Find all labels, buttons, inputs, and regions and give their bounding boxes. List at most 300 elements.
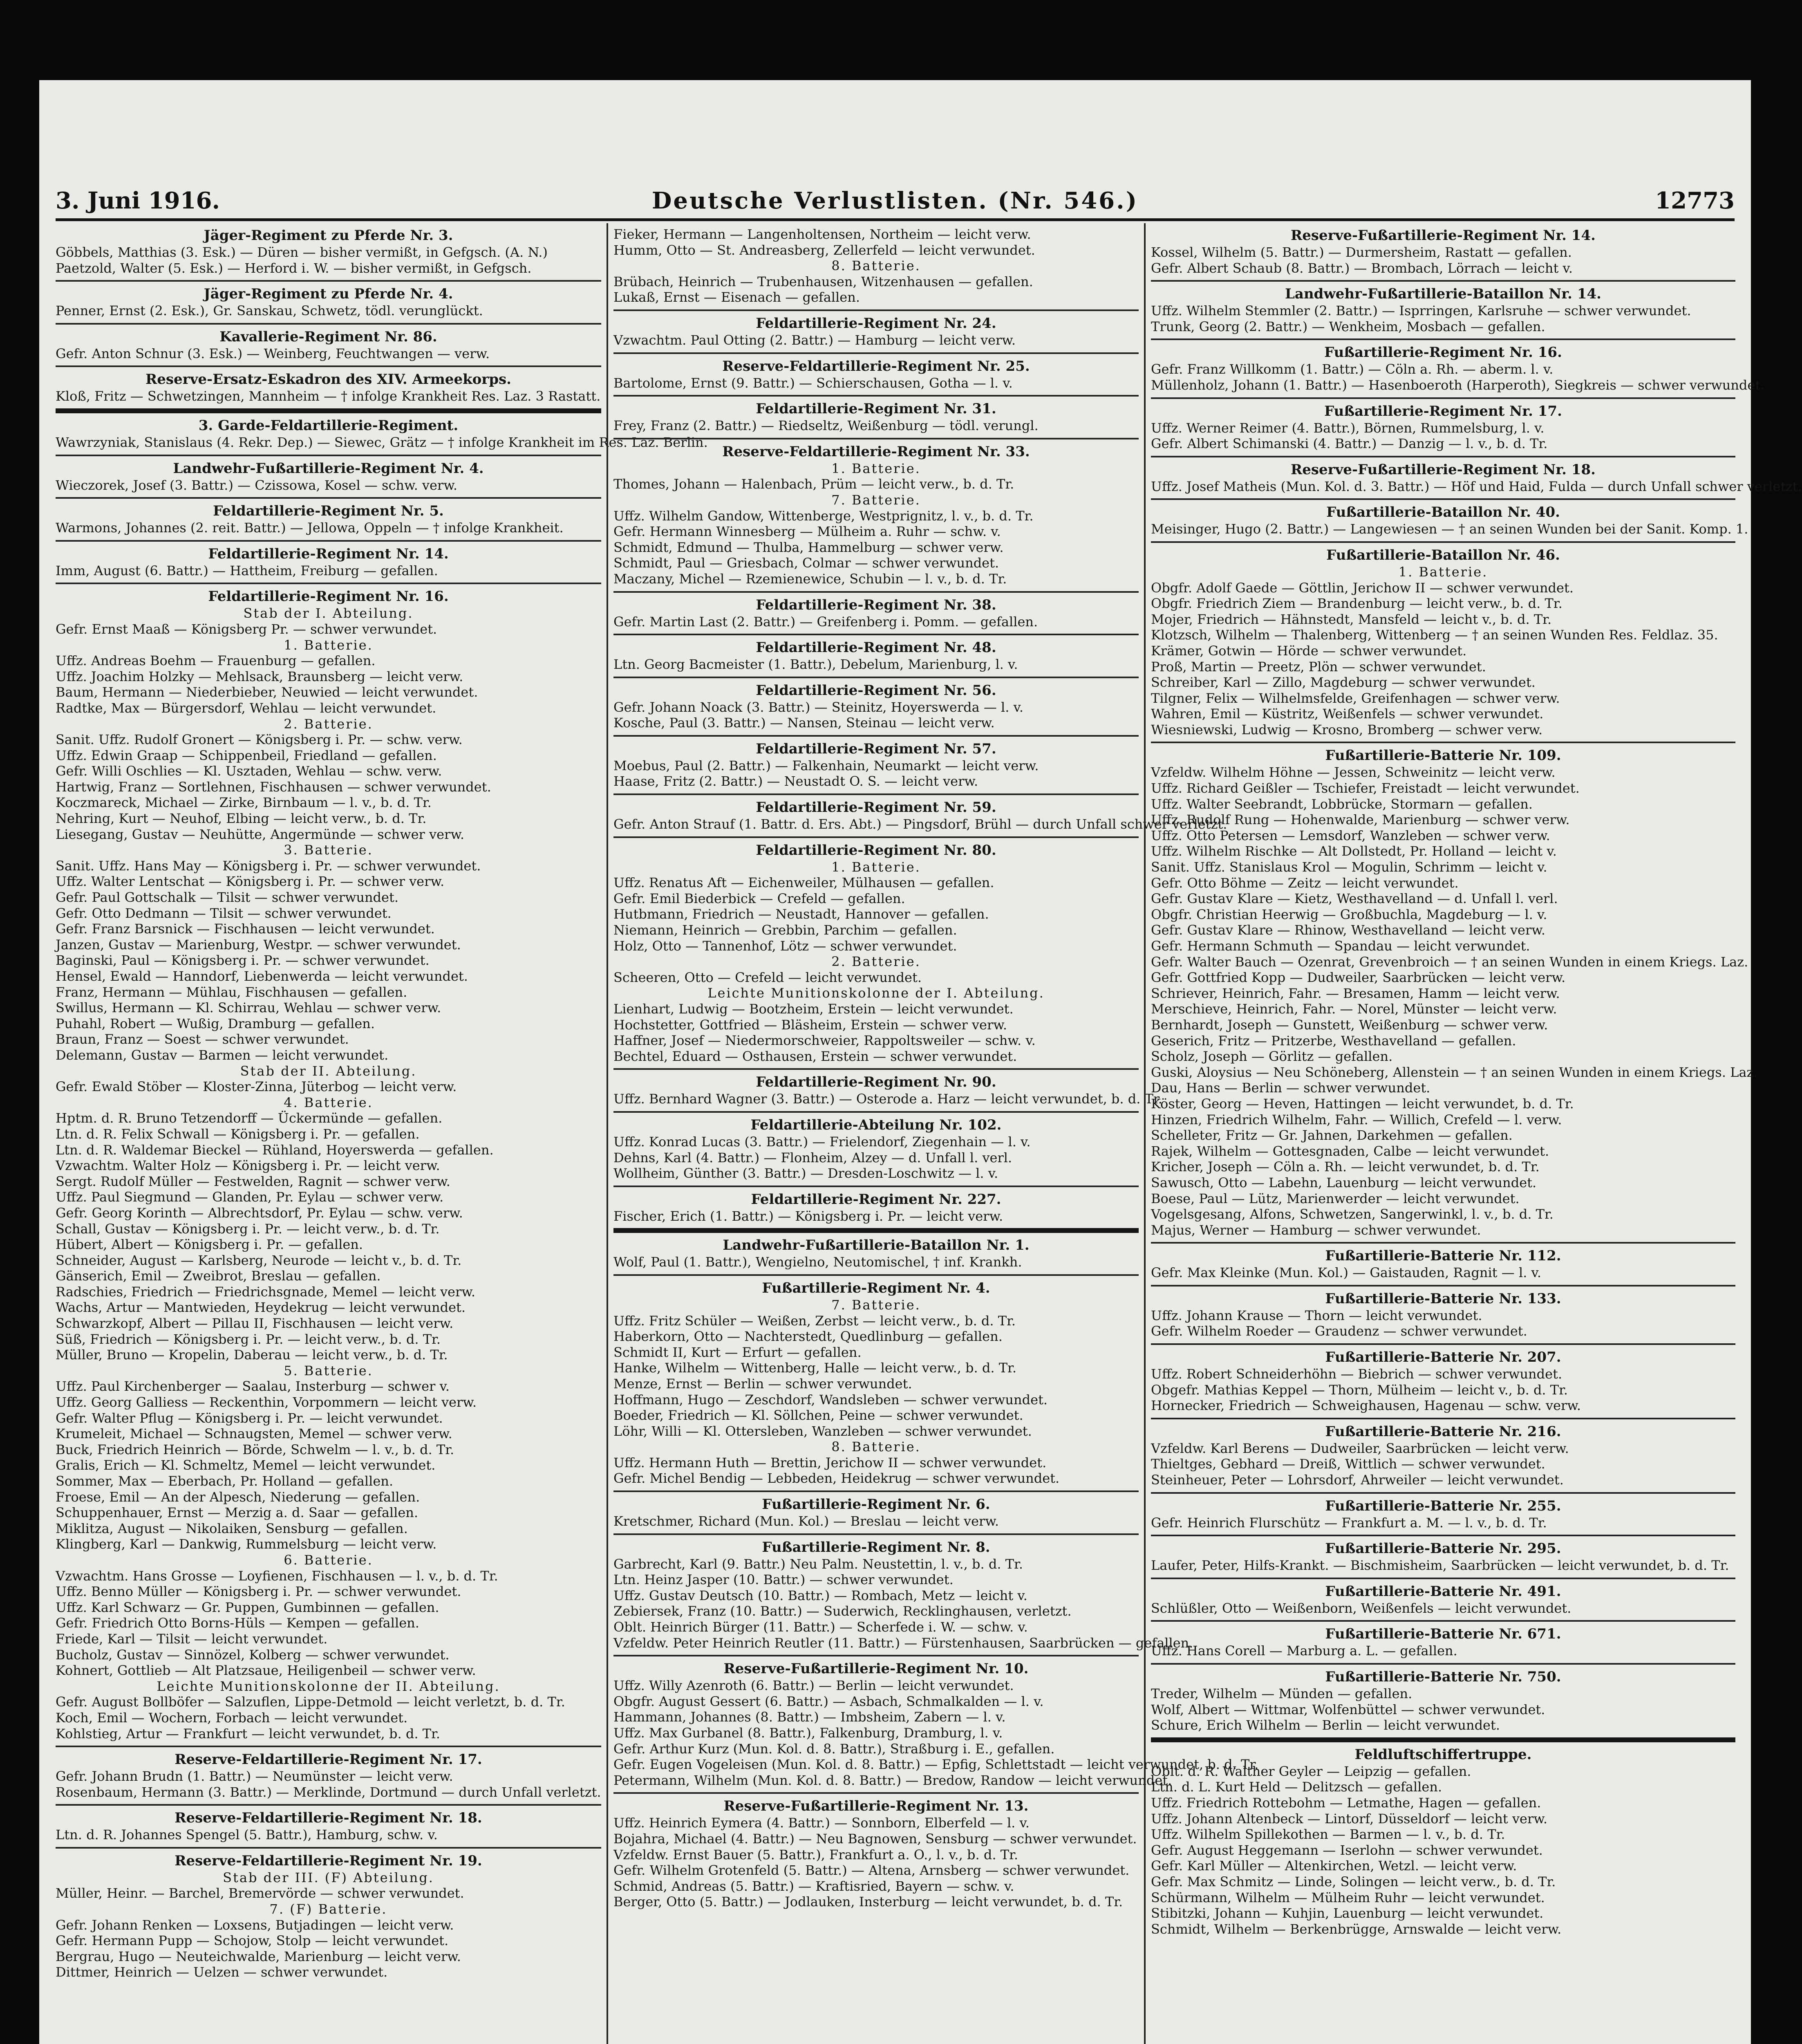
column-1: [56, 223, 708, 2044]
casualty-entry: Brübach, Heinrich — Trubenhausen, Witzenhausen — gefallen.: [613, 273, 1033, 289]
casualty-entry: Gefr. Max Kleinke (Mun. Kol.) — Gaistauden, Ragnit — l. v.: [1151, 1265, 1541, 1281]
casualty-entry: Proß, Martin — Preetz, Plön — schwer verwundet.: [1151, 659, 1486, 675]
casualty-section: [613, 1111, 1139, 1186]
casualty-entry: Gefr. Walter Bauch — Ozenrat, Grevenbroich — † an seinen Wunden in einem Kriegs. Laz.: [1151, 954, 1748, 970]
casualty-entry: Miklitza, August — Nikolaiken, Sensburg — gefallen.: [56, 1520, 408, 1536]
casualty-entry: Gefr. August Heggemann — Iserlohn — schwer verwundet.: [1151, 1842, 1543, 1858]
casualty-entry: Oblt. d. R. Walther Geyler — Leipzig — gefallen.: [1151, 1763, 1471, 1779]
regiment-heading: Reserve-Feldartillerie-Regiment Nr. 25.: [722, 358, 1030, 374]
regiment-heading: Fußartillerie-Regiment Nr. 16.: [1324, 344, 1562, 361]
casualty-entry: Löhr, Willi — Kl. Ottersleben, Wanzleben — schwer verwundet.: [613, 1423, 1032, 1439]
casualty-section: [1151, 223, 1735, 280]
casualty-entry: Haase, Fritz (2. Battr.) — Neustadt O. S. — leicht verw.: [613, 773, 978, 789]
unit-subheading: 1. Batterie.: [831, 859, 921, 875]
unit-subheading: Leichte Munitionskolonne der II. Abteilung.: [157, 1678, 500, 1694]
casualty-entry: Uffz. Johann Krause — Thorn — leicht verwundet.: [1151, 1307, 1482, 1323]
regiment-heading: Feldartillerie-Regiment Nr. 5.: [213, 503, 444, 520]
casualty-entry: Schmidt, Paul — Griesbach, Colmar — schwer verwundet.: [613, 555, 999, 571]
casualty-section: [613, 1068, 1162, 1111]
casualty-entry: Schall, Gustav — Königsberg i. Pr. — leicht verw., b. d. Tr.: [56, 1221, 440, 1237]
regiment-heading: Feldartillerie-Regiment Nr. 31.: [756, 401, 996, 417]
casualty-section: [613, 395, 1139, 438]
unit-subheading: 8. Batterie.: [831, 1439, 921, 1455]
casualty-entry: Müllenholz, Johann (1. Battr.) — Hasenboeroth (Harperoth), Siegkreis — schwer verwundet.: [1151, 377, 1765, 393]
regiment-heading: Reserve-Fußartillerie-Regiment Nr. 10.: [723, 1661, 1029, 1677]
regiment-heading: Reserve-Fußartillerie-Regiment Nr. 18.: [1291, 461, 1596, 478]
casualty-entry: Hammann, Johannes (8. Battr.) — Imbsheim, Zabern — l. v.: [613, 1709, 1006, 1725]
casualty-entry: Vzfeldw. Wilhelm Höhne — Jessen, Schweinitz — leicht verw.: [1151, 764, 1556, 780]
regiment-heading: Feldartillerie-Regiment Nr. 56.: [756, 682, 996, 699]
column-2: [613, 223, 1259, 2044]
newspaper-page: [39, 80, 1802, 2044]
casualty-entry: Uffz. Heinrich Eymera (4. Battr.) — Sonnborn, Elberfeld — l. v.: [613, 1815, 1030, 1831]
regiment-heading: Fußartillerie-Batterie Nr. 109.: [1325, 747, 1561, 764]
casualty-entry: Klingberg, Karl — Dankwig, Rummelsburg — leicht verw.: [56, 1536, 437, 1552]
casualty-entry: Hanke, Wilhelm — Wittenberg, Halle — leicht verw., b. d. Tr.: [613, 1360, 1016, 1376]
unit-subheading: 2. Batterie.: [831, 954, 921, 970]
casualty-entry: Oblt. Heinrich Bürger (11. Battr.) — Scherfede i. W. — schw. v.: [613, 1619, 1028, 1635]
casualty-entry: Kossel, Wilhelm (5. Battr.) — Durmersheim, Rastatt — gefallen.: [1151, 244, 1572, 260]
casualty-entry: Bechtel, Eduard — Osthausen, Erstein — schwer verwundet.: [613, 1048, 1017, 1064]
casualty-entry: Gänserich, Emil — Zweibrot, Breslau — gefallen.: [56, 1268, 381, 1284]
regiment-heading: Feldartillerie-Regiment Nr. 38.: [756, 596, 996, 613]
casualty-entry: Hptm. d. R. Bruno Tetzendorff — Ückermünde — gefallen.: [56, 1110, 443, 1126]
regiment-heading: Reserve-Feldartillerie-Regiment Nr. 33.: [722, 443, 1030, 460]
unit-subheading: 2. Batterie.: [284, 716, 373, 732]
regiment-heading: Feldluftschiffertruppe.: [1354, 1746, 1532, 1763]
casualty-entry: Stibitzki, Johann — Kuhjin, Lauenburg — leicht verwundet.: [1151, 1905, 1544, 1921]
casualty-entry: Schwarzkopf, Albert — Pillau II, Fischhausen — leicht verw.: [56, 1316, 454, 1331]
casualty-section: [1151, 1663, 1735, 1737]
casualty-entry: Uffz. Karl Schwarz — Gr. Puppen, Gumbinnen — gefallen.: [56, 1599, 439, 1615]
casualty-entry: Obgefr. Mathias Keppel — Thorn, Mülheim — leicht v., b. d. Tr.: [1151, 1382, 1568, 1398]
casualty-section: [1151, 541, 1735, 742]
unit-subheading: 8. Batterie.: [831, 258, 921, 274]
casualty-entry: Wieczorek, Josef (3. Battr.) — Czissowa, Kosel — schw. verw.: [56, 477, 457, 493]
casualty-entry: Gefr. Walter Pflug — Königsberg i. Pr. — leicht verwundet.: [56, 1410, 443, 1426]
casualty-entry: Schelleter, Fritz — Gr. Jahnen, Darkehmen — gefallen.: [1151, 1127, 1513, 1143]
casualty-entry: Vzwachtm. Hans Grosse — Loyfienen, Fischhausen — l. v., b. d. Tr.: [56, 1568, 498, 1584]
casualty-entry: Hochstetter, Gottfried — Bläsheim, Erstein — schwer verw.: [613, 1017, 1007, 1033]
unit-subheading: Stab der I. Abteilung.: [243, 605, 414, 621]
casualty-entry: Kohlstieg, Artur — Frankfurt — leicht verwundet, b. d. Tr.: [56, 1726, 440, 1741]
casualty-entry: Menze, Ernst — Berlin — schwer verwundet.: [613, 1376, 912, 1392]
casualty-entry: Froese, Emil — An der Alpesch, Niederung — gefallen.: [56, 1489, 420, 1505]
casualty-entry: Franz, Hermann — Mühlau, Fischhausen — gefallen.: [56, 984, 407, 1000]
casualty-section: [613, 1655, 1259, 1792]
casualty-entry: Gefr. Georg Korinth — Albrechtsdorf, Pr. Eylau — schw. verw.: [56, 1205, 463, 1221]
casualty-entry: Moebus, Paul (2. Battr.) — Falkenhain, Neumarkt — leicht verw.: [613, 758, 1039, 773]
casualty-entry: Uffz. Walter Lentschat — Königsberg i. Pr. — schwer verw.: [56, 874, 445, 890]
casualty-entry: Uffz. Wilhelm Rischke — Alt Dollstedt, Pr. Holland — leicht v.: [1151, 843, 1557, 859]
casualty-entry: Schmidt, Wilhelm — Berkenbrügge, Arnswalde — leicht verw.: [1151, 1921, 1562, 1937]
casualty-entry: Gefr. Max Schmitz — Linde, Solingen — leicht verw., b. d. Tr.: [1151, 1874, 1556, 1889]
casualty-section: [613, 223, 1139, 309]
casualty-entry: Uffz. Edwin Graap — Schippenbeil, Friedland — gefallen.: [56, 747, 437, 763]
regiment-heading: Feldartillerie-Regiment Nr. 227.: [751, 1191, 1001, 1208]
casualty-entry: Holz, Otto — Tannenhof, Lötz — schwer verwundet.: [613, 938, 957, 954]
casualty-entry: Uffz. Otto Petersen — Lemsdorf, Wanzleben — schwer verw.: [1151, 827, 1550, 843]
casualty-entry: Hinzen, Friedrich Wilhelm, Fahr. — Willich, Crefeld — l. verw.: [1151, 1112, 1562, 1127]
casualty-entry: Uffz. Benno Müller — Königsberg i. Pr. — schwer verwundet.: [56, 1584, 461, 1600]
casualty-entry: Gefr. Ewald Stöber — Kloster-Zinna, Jüterbog — leicht verw.: [56, 1079, 457, 1095]
casualty-section: [1151, 1343, 1735, 1418]
regiment-heading: Reserve-Ersatz-Eskadron des XIV. Armeekorps.: [146, 371, 511, 388]
casualty-entry: Berger, Otto (5. Battr.) — Jodlauken, Insterburg — leicht verwundet, b. d. Tr.: [613, 1894, 1123, 1910]
casualty-entry: Fischer, Erich (1. Battr.) — Königsberg i. Pr. — leicht verw.: [613, 1208, 1003, 1224]
casualty-entry: Niemann, Heinrich — Grebbin, Parchim — gefallen.: [613, 922, 957, 938]
casualty-entry: Obgfr. Friedrich Ziem — Brandenburg — leicht verw., b. d. Tr.: [1151, 596, 1562, 612]
casualty-section: [56, 583, 601, 1746]
casualty-entry: Krumeleit, Michael — Schnaugsten, Memel — schwer verw.: [56, 1426, 452, 1442]
casualty-entry: Vzfeldw. Peter Heinrich Reutler (11. Battr.) — Fürstenhausen, Saarbrücken — gefallen.: [613, 1635, 1193, 1651]
casualty-section: [613, 1792, 1139, 1914]
casualty-entry: Dehns, Karl (4. Battr.) — Flonheim, Alzey — d. Unfall l. verl.: [613, 1150, 1012, 1165]
casualty-entry: Sawusch, Otto — Labehn, Lauenburg — leicht verwundet.: [1151, 1174, 1537, 1190]
casualty-entry: Sergt. Rudolf Müller — Festwelden, Ragnit — schwer verw.: [56, 1173, 450, 1189]
casualty-entry: Hensel, Ewald — Hanndorf, Liebenwerda — leicht verwundet.: [56, 968, 468, 984]
casualty-entry: Schreiber, Karl — Zillo, Magdeburg — schwer verwundet.: [1151, 675, 1536, 690]
casualty-entry: Rajek, Wilhelm — Gottesgnaden, Calbe — leicht verwundet.: [1151, 1143, 1549, 1159]
regiment-heading: Jäger-Regiment zu Pferde Nr. 3.: [204, 227, 453, 244]
regiment-heading: Feldartillerie-Regiment Nr. 14.: [208, 545, 449, 562]
unit-subheading: Stab der II. Abteilung.: [240, 1063, 417, 1079]
casualty-section: [613, 352, 1139, 395]
casualty-entry: Haffner, Josef — Niedermorschweier, Rappoltsweiler — schw. v.: [613, 1033, 1036, 1049]
casualty-entry: Scheeren, Otto — Crefeld — leicht verwundet.: [613, 969, 922, 985]
casualty-entry: Gefr. Ernst Maaß — Königsberg Pr. — schwer verwundet.: [56, 621, 437, 637]
masthead: [56, 186, 1735, 215]
casualty-entry: Kretschmer, Richard (Mun. Kol.) — Breslau — leicht verw.: [613, 1513, 999, 1529]
casualty-entry: Gefr. Karl Müller — Altenkirchen, Wetzl. — leicht verw.: [1151, 1858, 1517, 1874]
regiment-heading: Feldartillerie-Regiment Nr. 57.: [756, 740, 996, 757]
regiment-heading: Reserve-Feldartillerie-Regiment Nr. 17.: [175, 1751, 482, 1768]
casualty-entry: Gefr. Hermann Winnesberg — Mülheim a. Ruhr — schw. v.: [613, 524, 1001, 540]
regiment-heading: Feldartillerie-Regiment Nr. 90.: [756, 1074, 996, 1091]
casualty-section: [613, 1186, 1139, 1228]
casualty-entry: Majus, Werner — Hamburg — schwer verwundet.: [1151, 1222, 1481, 1238]
casualty-section: [1151, 1492, 1735, 1535]
casualty-entry: Uffz. Rudolf Rung — Hohenwalde, Marienburg — schwer verw.: [1151, 812, 1570, 828]
casualty-entry: Vzwachtm. Paul Otting (2. Battr.) — Hamburg — leicht verw.: [613, 332, 1016, 348]
casualty-entry: Scholz, Joseph — Görlitz — gefallen.: [1151, 1049, 1393, 1065]
casualty-entry: Boese, Paul — Lütz, Marienwerder — leicht verwundet.: [1151, 1190, 1520, 1206]
casualty-entry: Hoffmann, Hugo — Zeschdorf, Wandsleben — schwer verwundet.: [613, 1392, 1048, 1407]
casualty-entry: Gefr. Hermann Schmuth — Spandau — leicht verwundet.: [1151, 938, 1530, 954]
casualty-entry: Gefr. Johann Brudn (1. Battr.) — Neumünster — leicht verw.: [56, 1768, 453, 1784]
casualty-entry: Göbbels, Matthias (3. Esk.) — Düren — bisher vermißt, in Gefgsch. (A. N.): [56, 244, 548, 260]
casualty-entry: Rosenbaum, Hermann (3. Battr.) — Merklinde, Dortmund — durch Unfall verletzt.: [56, 1784, 601, 1800]
casualty-entry: Guski, Aloysius — Neu Schöneberg, Allenstein — † an seinen Wunden in einem Kriegs. Laz.: [1151, 1064, 1758, 1080]
casualty-entry: Schriever, Heinrich, Fahr. — Bresamen, Hamm — leicht verw.: [1151, 985, 1560, 1001]
casualty-section: [613, 634, 1139, 677]
casualty-entry: Uffz. Andreas Boehm — Frauenburg — gefallen.: [56, 653, 376, 669]
casualty-entry: Wolf, Albert — Wittmar, Wolfenbüttel — schwer verwundet.: [1151, 1701, 1545, 1717]
casualty-section: [613, 1274, 1139, 1490]
unit-subheading: 1. Batterie.: [1398, 564, 1488, 580]
casualty-entry: Uffz. Josef Matheis (Mun. Kol. d. 3. Battr.) — Höf und Haid, Fulda — durch Unfall schwer verletzt.: [1151, 478, 1802, 494]
casualty-entry: Gefr. Anton Strauf (1. Battr. d. Ers. Abt.) — Pingsdorf, Brühl — durch Unfall schwer verletzt.: [613, 816, 1227, 832]
casualty-entry: Gefr. Albert Schimanski (4. Battr.) — Danzig — l. v., b. d. Tr.: [1151, 436, 1548, 452]
casualty-section: [613, 735, 1139, 793]
casualty-entry: Hutbmann, Friedrich — Neustadt, Hannover — gefallen.: [613, 906, 989, 922]
casualty-section: [56, 540, 601, 583]
casualty-entry: Radtke, Max — Bürgersdorf, Wehlau — leicht verwundet.: [56, 700, 437, 716]
unit-subheading: 6. Batterie.: [284, 1552, 373, 1568]
casualty-entry: Braun, Franz — Soest — schwer verwundet.: [56, 1031, 349, 1047]
casualty-entry: Kohnert, Gottlieb — Alt Platzsaue, Heiligenbeil — schwer verw.: [56, 1663, 476, 1679]
unit-subheading: 1. Batterie.: [284, 637, 373, 653]
casualty-entry: Uffz. Georg Galliess — Reckenthin, Vorpommern — leicht verw.: [56, 1394, 477, 1410]
casualty-entry: Krämer, Gotwin — Hörde — schwer verwundet.: [1151, 643, 1467, 659]
casualty-entry: Uffz. Fritz Schüler — Weißen, Zerbst — leicht verw., b. d. Tr.: [613, 1313, 1016, 1329]
casualty-entry: Thieltges, Gebhard — Dreiß, Wittlich — schwer verwundet.: [1151, 1456, 1545, 1472]
casualty-entry: Gefr. Friedrich Otto Borns-Hüls — Kempen — gefallen.: [56, 1615, 419, 1631]
casualty-entry: Liesegang, Gustav — Neuhütte, Angermünde — schwer verw.: [56, 826, 465, 842]
casualty-section: [1151, 1285, 1735, 1343]
casualty-entry: Uffz. Willy Azenroth (6. Battr.) — Berlin — leicht verwundet.: [613, 1678, 1014, 1694]
casualty-entry: Gefr. Gustav Klare — Kietz, Westhavelland — d. Unfall l. verl.: [1151, 891, 1558, 907]
casualty-entry: Lienhart, Ludwig — Bootzheim, Erstein — leicht verwundet.: [613, 1001, 1014, 1017]
casualty-entry: Uffz. Werner Reimer (4. Battr.), Börnen, Rummelsburg, l. v.: [1151, 420, 1545, 436]
casualty-entry: Uffz. Friedrich Rottebohm — Letmathe, Hagen — gefallen.: [1151, 1795, 1541, 1811]
casualty-section: [1151, 1242, 1735, 1285]
casualty-section: [613, 677, 1139, 735]
casualty-entry: Gefr. Heinrich Flurschütz — Frankfurt a. M. — l. v., b. d. Tr.: [1151, 1515, 1547, 1531]
casualty-entry: Gefr. Otto Böhme — Zeitz — leicht verwundet.: [1151, 875, 1459, 891]
casualty-entry: Sanit. Uffz. Hans May — Königsberg i. Pr. — schwer verwundet.: [56, 858, 481, 874]
casualty-section: [1151, 338, 1765, 397]
regiment-heading: Fußartillerie-Batterie Nr. 491.: [1325, 1583, 1561, 1600]
casualty-entry: Gefr. Willi Oschlies — Kl. Usztaden, Wehlau — schw. verw.: [56, 763, 442, 779]
casualty-entry: Schmidt, Edmund — Thulba, Hammelburg — schwer verw.: [613, 539, 1004, 555]
casualty-section: [56, 408, 708, 455]
casualty-entry: Uffz. Walter Seebrandt, Lobbrücke, Stormarn — gefallen.: [1151, 796, 1533, 812]
casualty-entry: Uffz. Konrad Lucas (3. Battr.) — Frielendorf, Ziegenhain — l. v.: [613, 1134, 1031, 1150]
casualty-entry: Zebiersek, Franz (10. Battr.) — Suderwich, Recklinghausen, verletzt.: [613, 1603, 1072, 1619]
casualty-entry: Gefr. Wilhelm Grotenfeld (5. Battr.) — Altena, Arnsberg — schwer verwundet.: [613, 1862, 1130, 1878]
regiment-heading: Fußartillerie-Batterie Nr. 295.: [1325, 1540, 1561, 1557]
casualty-section: [1151, 397, 1735, 456]
casualty-section: [56, 223, 601, 280]
casualty-entry: Lukaß, Ernst — Eisenach — gefallen.: [613, 289, 860, 305]
unit-subheading: Leichte Munitionskolonne der I. Abteilung.: [707, 985, 1045, 1001]
regiment-heading: Feldartillerie-Regiment Nr. 48.: [756, 639, 996, 656]
casualty-entry: Haberkorn, Otto — Nachterstedt, Quedlinburg — gefallen.: [613, 1329, 1003, 1345]
casualty-section: [56, 1804, 601, 1847]
casualty-entry: Petermann, Wilhelm (Mun. Kol. d. 8. Battr.) — Bredow, Randow — leicht verwundet.: [613, 1772, 1172, 1788]
publication-title: Deutsche Verlustlisten. (Nr. 546.): [651, 187, 1139, 214]
casualty-section: [1151, 1620, 1735, 1663]
casualty-entry: Gefr. Paul Gottschalk — Tilsit — schwer verwundet.: [56, 890, 398, 905]
casualty-entry: Thomes, Johann — Halenbach, Prüm — leicht verw., b. d. Tr.: [613, 476, 1014, 492]
casualty-entry: Köster, Georg — Heven, Hattingen — leicht verwundet, b. d. Tr.: [1151, 1096, 1574, 1112]
casualty-entry: Kosche, Paul (3. Battr.) — Nansen, Steinau — leicht verw.: [613, 715, 995, 731]
casualty-entry: Vzfeldw. Ernst Bauer (5. Battr.), Frankfurt a. O., l. v., b. d. Tr.: [613, 1847, 1018, 1862]
casualty-entry: Uffz. Hermann Huth — Brettin, Jerichow II — schwer verwundet.: [613, 1455, 1047, 1470]
casualty-entry: Schmidt II, Kurt — Erfurt — gefallen.: [613, 1344, 862, 1360]
regiment-heading: Fußartillerie-Regiment Nr. 17.: [1324, 403, 1562, 419]
regiment-heading: Feldartillerie-Regiment Nr. 16.: [208, 588, 449, 605]
regiment-heading: Reserve-Fußartillerie-Regiment Nr. 14.: [1291, 227, 1596, 244]
casualty-entry: Uffz. Wilhelm Spillekothen — Barmen — l. v., b. d. Tr.: [1151, 1827, 1505, 1842]
regiment-heading: Fußartillerie-Batterie Nr. 671.: [1325, 1626, 1561, 1643]
regiment-heading: Fußartillerie-Regiment Nr. 8.: [762, 1539, 990, 1555]
casualty-section: [613, 836, 1139, 1069]
casualty-entry: Wachs, Artur — Mantwieden, Heydekrug — leicht verwundet.: [56, 1300, 466, 1316]
casualty-entry: Nehring, Kurt — Neuhof, Elbing — leicht verw., b. d. Tr.: [56, 811, 427, 827]
casualty-entry: Gefr. Arthur Kurz (Mun. Kol. d. 8. Battr.), Straßburg i. E., gefallen.: [613, 1741, 1055, 1757]
casualty-section: [1151, 456, 1802, 499]
casualty-entry: Bucholz, Gustav — Sinnözel, Kolberg — schwer verwundet.: [56, 1647, 450, 1663]
casualty-entry: Obgfr. August Gessert (6. Battr.) — Asbach, Schmalkalden — l. v.: [613, 1693, 1044, 1709]
casualty-section: [613, 309, 1139, 352]
regiment-heading: Landwehr-Fußartillerie-Regiment Nr. 4.: [173, 460, 484, 477]
casualty-entry: Fieker, Hermann — Langenholtensen, Northeim — leicht verw.: [613, 226, 1031, 242]
casualty-entry: Wawrzyniak, Stanislaus (4. Rekr. Dep.) — Siewec, Grätz — † infolge Krankheit im Res. Laz. Berlin.: [56, 434, 708, 450]
regiment-heading: Feldartillerie-Regiment Nr. 59.: [756, 799, 996, 816]
casualty-entry: Friede, Karl — Tilsit — leicht verwundet.: [56, 1631, 328, 1647]
casualty-entry: Uffz. Hans Corell — Marburg a. L. — gefallen.: [1151, 1643, 1457, 1659]
casualty-entry: Kricher, Joseph — Cöln a. Rh. — leicht verwundet, b. d. Tr.: [1151, 1159, 1540, 1175]
regiment-heading: Fußartillerie-Batterie Nr. 750.: [1325, 1669, 1561, 1685]
unit-subheading: 7. Batterie.: [831, 1297, 921, 1313]
casualty-section: [56, 280, 601, 323]
casualty-entry: Radschies, Friedrich — Friedrichsgnade, Memel — leicht verw.: [56, 1284, 476, 1300]
casualty-entry: Frey, Franz (2. Battr.) — Riedseltz, Weißenburg — tödl. verungl.: [613, 418, 1039, 434]
casualty-entry: Hartwig, Franz — Sortlehnen, Fischhausen — schwer verwundet.: [56, 779, 491, 795]
casualty-entry: Obgfr. Christian Heerwig — Großbuchla, Magdeburg — l. v.: [1151, 906, 1547, 922]
casualty-entry: Wahren, Emil — Küstritz, Weißenfels — schwer verwundet.: [1151, 706, 1544, 722]
casualty-entry: Müller, Bruno — Kropelin, Daberau — leicht verw., b. d. Tr.: [56, 1347, 448, 1363]
casualty-entry: Swillus, Hermann — Kl. Schirrau, Wehlau — schwer verw.: [56, 1000, 441, 1016]
casualty-entry: Schure, Erich Wilhelm — Berlin — leicht verwundet.: [1151, 1717, 1500, 1733]
casualty-entry: Gefr. Otto Dedmann — Tilsit — schwer verwundet.: [56, 905, 392, 921]
casualty-entry: Uffz. Bernhard Wagner (3. Battr.) — Osterode a. Harz — leicht verwundet, b. d. Tr.: [613, 1091, 1162, 1107]
casualty-entry: Uffz. Paul Kirchenberger — Saalau, Insterburg — schwer v.: [56, 1378, 450, 1394]
casualty-entry: Uffz. Paul Siegmund — Glanden, Pr. Eylau — schwer verw.: [56, 1189, 444, 1205]
casualty-entry: Bojahra, Michael (4. Battr.) — Neu Bagnowen, Sensburg — schwer verwundet.: [613, 1831, 1137, 1847]
casualty-entry: Tilgner, Felix — Wilhelmsfelde, Greifenhagen — schwer verw.: [1151, 690, 1560, 706]
casualty-entry: Puhahl, Robert — Wußig, Dramburg — gefallen.: [56, 1015, 375, 1031]
casualty-entry: Meisinger, Hugo (2. Battr.) — Langewiesen — † an seinen Wunden bei der Sanit. Komp. 1.: [1151, 521, 1748, 537]
casualty-entry: Baginski, Paul — Königsberg i. Pr. — schwer verwundet.: [56, 953, 430, 968]
casualty-section: [613, 1228, 1139, 1274]
casualty-entry: Garbrecht, Karl (9. Battr.) Neu Palm. Neustettin, l. v., b. d. Tr.: [613, 1556, 1023, 1572]
casualty-entry: Buck, Friedrich Heinrich — Börde, Schwelm — l. v., b. d. Tr.: [56, 1441, 454, 1457]
casualty-entry: Ltn. d. R. Felix Schwall — Königsberg i. Pr. — gefallen.: [56, 1126, 420, 1142]
regiment-heading: Kavallerie-Regiment Nr. 86.: [219, 328, 437, 345]
header-rule: [56, 218, 1735, 221]
casualty-section: [1151, 742, 1758, 1242]
casualty-section: [1151, 280, 1735, 338]
casualty-entry: Geserich, Fritz — Pritzerbe, Westhavelland — gefallen.: [1151, 1033, 1516, 1049]
casualty-entry: Bernhardt, Joseph — Gunstett, Weißenburg — schwer verw.: [1151, 1017, 1548, 1033]
casualty-entry: Hübert, Albert — Königsberg i. Pr. — gefallen.: [56, 1237, 363, 1253]
casualty-entry: Gefr. Martin Last (2. Battr.) — Greifenberg i. Pomm. — gefallen.: [613, 614, 1038, 630]
regiment-heading: Jäger-Regiment zu Pferde Nr. 4.: [204, 286, 453, 303]
casualty-entry: Vzwachtm. Walter Holz — Königsberg i. Pr. — leicht verw.: [56, 1158, 440, 1174]
casualty-entry: Wiesniewski, Ludwig — Krosno, Bromberg — schwer verw.: [1151, 722, 1543, 737]
casualty-entry: Schlüßler, Otto — Weißenborn, Weißenfels — leicht verwundet.: [1151, 1600, 1571, 1616]
casualty-entry: Imm, August (6. Battr.) — Hattheim, Freiburg — gefallen.: [56, 563, 438, 578]
casualty-entry: Schmid, Andreas (5. Battr.) — Kraftisried, Bayern — schw. v.: [613, 1878, 1014, 1894]
unit-subheading: 5. Batterie.: [284, 1363, 373, 1378]
casualty-entry: Gefr. Albert Schaub (8. Battr.) — Brombach, Lörrach — leicht v.: [1151, 260, 1573, 276]
casualty-section: [613, 591, 1139, 634]
casualty-entry: Klotzsch, Wilhelm — Thalenberg, Wittenberg — † an seinen Wunden Res. Feldlaz. 35.: [1151, 627, 1718, 643]
unit-subheading: 4. Batterie.: [284, 1094, 373, 1110]
casualty-section: [1151, 1737, 1735, 1941]
casualty-entry: Gefr. Wilhelm Roeder — Graudenz — schwer verwundet.: [1151, 1323, 1527, 1339]
casualty-entry: Treder, Wilhelm — Münden — gefallen.: [1151, 1686, 1412, 1701]
casualty-entry: Dittmer, Heinrich — Uelzen — schwer verwundet.: [56, 1964, 388, 1980]
unit-subheading: Stab der III. (F) Abteilung.: [223, 1869, 434, 1885]
casualty-entry: Delemann, Gustav — Barmen — leicht verwundet.: [56, 1047, 389, 1063]
casualty-section: [613, 1533, 1193, 1655]
casualty-section: [56, 497, 601, 540]
casualty-entry: Süß, Friedrich — Königsberg i. Pr. — leicht verw., b. d. Tr.: [56, 1331, 441, 1347]
regiment-heading: Fußartillerie-Batterie Nr. 255.: [1325, 1497, 1561, 1514]
casualty-entry: Uffz. Richard Geißler — Tschiefer, Freistadt — leicht verwundet.: [1151, 780, 1580, 796]
casualty-entry: Koch, Emil — Wochern, Forbach — leicht verwundet.: [56, 1710, 408, 1726]
regiment-heading: Fußartillerie-Bataillon Nr. 40.: [1326, 504, 1560, 521]
casualty-entry: Koczmareck, Michael — Zirke, Birnbaum — l. v., b. d. Tr.: [56, 795, 432, 811]
casualty-entry: Mojer, Friedrich — Hähnstedt, Mansfeld — leicht v., b. d. Tr.: [1151, 611, 1552, 627]
casualty-entry: Wolf, Paul (1. Battr.), Wengielno, Neutomischel, † inf. Krankh.: [613, 1254, 1022, 1270]
regiment-heading: Reserve-Feldartillerie-Regiment Nr. 19.: [175, 1852, 482, 1869]
regiment-heading: Landwehr-Fußartillerie-Bataillon Nr. 1.: [723, 1237, 1030, 1254]
casualty-entry: Janzen, Gustav — Marienburg, Westpr. — schwer verwundet.: [56, 937, 461, 953]
casualty-entry: Dau, Hans — Berlin — schwer verwundet.: [1151, 1080, 1430, 1096]
casualty-entry: Uffz. Gustav Deutsch (10. Battr.) — Rombach, Metz — leicht v.: [613, 1587, 1027, 1603]
casualty-entry: Laufer, Peter, Hilfs-Krankt. — Bischmisheim, Saarbrücken — leicht verwundet, b. d. Tr.: [1151, 1558, 1729, 1573]
regiment-heading: Fußartillerie-Regiment Nr. 6.: [762, 1496, 990, 1513]
casualty-entry: Sanit. Uffz. Rudolf Gronert — Königsberg i. Pr. — schw. verw.: [56, 732, 463, 748]
casualty-section: [56, 1847, 601, 1984]
casualty-entry: Schneider, August — Karlsberg, Neurode — leicht v., b. d. Tr.: [56, 1252, 462, 1268]
casualty-entry: Ltn. d. R. Waldemar Bieckel — Rühland, Hoyerswerda — gefallen.: [56, 1142, 494, 1158]
casualty-section: [613, 438, 1139, 591]
casualty-entry: Uffz. Wilhelm Stemmler (2. Battr.) — Isprringen, Karlsruhe — schwer verwundet.: [1151, 303, 1691, 319]
casualty-entry: Gefr. Eugen Vogeleisen (Mun. Kol. d. 8. Battr.) — Epfig, Schlettstadt — leicht verwundet, b. d. Tr.: [613, 1757, 1259, 1773]
casualty-entry: Vzfeldw. Karl Berens — Dudweiler, Saarbrücken — leicht verw.: [1151, 1440, 1569, 1456]
casualty-section: [1151, 498, 1748, 541]
regiment-heading: Fußartillerie-Batterie Nr. 216.: [1325, 1423, 1561, 1440]
casualty-entry: Ltn. Heinz Jasper (10. Battr.) — schwer verwundet.: [613, 1572, 954, 1588]
regiment-heading: 3. Garde-Feldartillerie-Regiment.: [198, 417, 459, 434]
casualty-entry: Merschieve, Heinrich, Fahr. — Norel, Münster — leicht verw.: [1151, 1001, 1557, 1017]
casualty-entry: Baum, Hermann — Niederbieber, Neuwied — leicht verwundet.: [56, 684, 478, 700]
casualty-entry: Sommer, Max — Eberbach, Pr. Holland — gefallen.: [56, 1473, 394, 1489]
column-divider: [1144, 223, 1146, 2044]
casualty-entry: Gefr. Franz Barsnick — Fischhausen — leicht verwundet.: [56, 921, 435, 937]
casualty-entry: Uffz. Joachim Holzky — Mehlsack, Braunsberg — leicht verw.: [56, 668, 463, 684]
casualty-section: [56, 323, 601, 366]
casualty-entry: Gefr. Johann Noack (3. Battr.) — Steinitz, Hoyerswerda — l. v.: [613, 699, 1024, 715]
unit-subheading: 1. Batterie.: [831, 460, 921, 476]
regiment-heading: Feldartillerie-Abteilung Nr. 102.: [750, 1116, 1002, 1133]
casualty-entry: Gefr. Hermann Pupp — Schojow, Stolp — leicht verwundet.: [56, 1933, 449, 1949]
unit-subheading: 7. Batterie.: [831, 492, 921, 508]
casualty-entry: Bergrau, Hugo — Neuteichwalde, Marienburg — leicht verw.: [56, 1948, 461, 1964]
casualty-entry: Gefr. Gustav Klare — Rhinow, Westhavelland — leicht verw.: [1151, 922, 1546, 938]
casualty-entry: Gefr. Franz Willkomm (1. Battr.) — Cöln a. Rh. — aberm. l. v.: [1151, 361, 1554, 377]
casualty-section: [56, 365, 601, 408]
regiment-heading: Fußartillerie-Regiment Nr. 4.: [762, 1280, 990, 1296]
casualty-entry: Maczany, Michel — Rzemienewice, Schubin — l. v., b. d. Tr.: [613, 571, 1007, 587]
casualty-entry: Wollheim, Günther (3. Battr.) — Dresden-Loschwitz — l. v.: [613, 1165, 998, 1181]
